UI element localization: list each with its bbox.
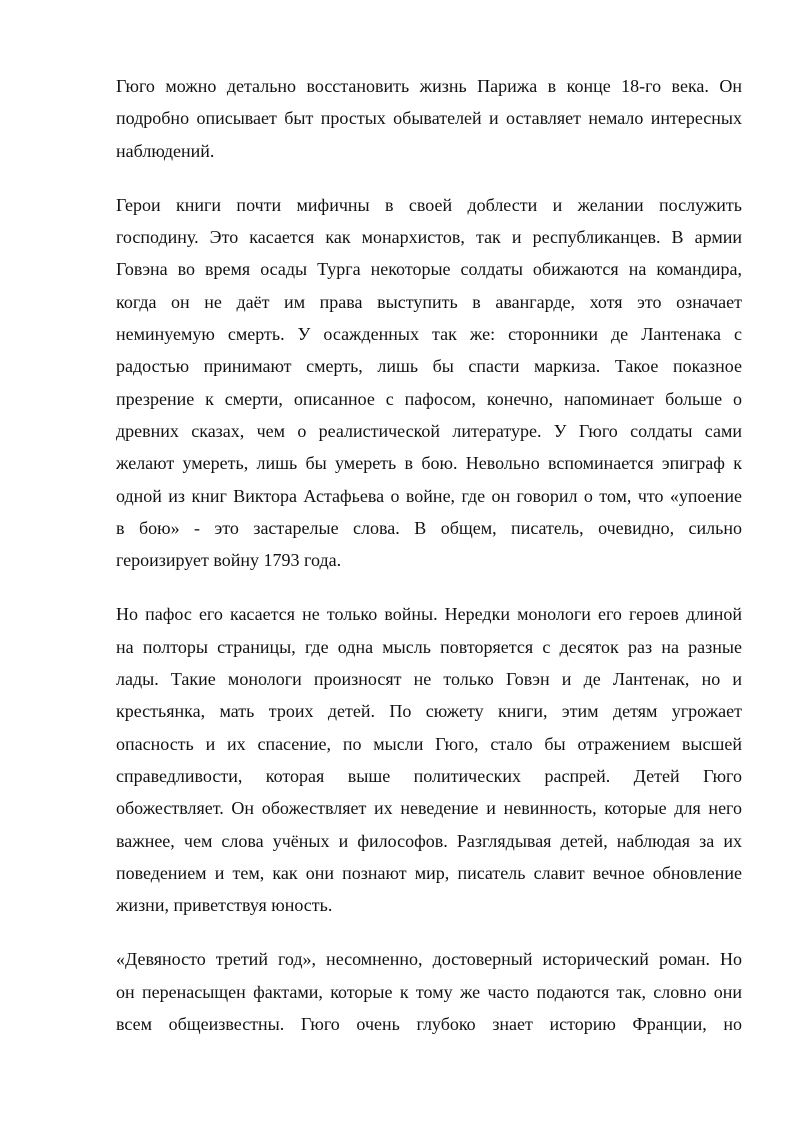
text-line: древних сказах, чем о реалистической литературе. У Гюго солдаты сами [116, 420, 742, 441]
text-line: в бою» - это застарелые слова. В общем, писатель, очевидно, сильно [116, 517, 742, 538]
paragraph-spacer [116, 576, 742, 598]
text-line: жизни, приветствуя юность. [116, 895, 333, 916]
text-line: справедливости, которая выше политических распрей. Детей Гюго [116, 765, 742, 786]
text-line: Но пафос его касается не только войны. Нередки монологи его героев длиной [116, 604, 742, 625]
text-line: Герои книги почти мифичны в своей доблести и желании послужить [116, 194, 742, 215]
text-line: когда он не даёт им права выступить в авангарде, хотя это означает [116, 291, 742, 312]
paragraph-4 [116, 943, 742, 1040]
paragraph-spacer [116, 921, 742, 943]
text-line: Гюго можно детально восстановить жизнь Парижа в конце 18-го века. Он [116, 76, 742, 96]
text-line: на полторы страницы, где одна мысль повторяется с десяток раз на разные [116, 636, 742, 657]
text-line: поведением и тем, как они познают мир, писатель славит вечное обновление [116, 862, 742, 883]
text-line: он перенасыщен фактами, которые к тому же часто подаются так, словно они [116, 981, 742, 1002]
paragraph-2 [116, 189, 742, 577]
text-line: наблюдений. [116, 140, 215, 161]
text-line: радостью принимают смерть, лишь бы спасти маркиза. Такое показное [116, 356, 742, 377]
text-line: «Девяносто третий год», несомненно, достоверный исторический роман. Но [116, 949, 742, 970]
text-line: опасность и их спасение, по мысли Гюго, стало бы отражением высшей [116, 733, 742, 754]
document-page [116, 70, 742, 1040]
paragraph-1 [116, 70, 742, 167]
text-line: господину. Это касается как монархистов, так и республиканцев. В армии [116, 227, 742, 248]
text-line: лады. Такие монологи произносят не только Говэн и де Лантенак, но и [116, 669, 742, 690]
paragraph-3 [116, 598, 742, 921]
text-line: крестьянка, мать троих детей. По сюжету книги, этим детям угрожает [116, 701, 742, 722]
text-line: всем общеизвестны. Гюго очень глубоко знает историю Франции, но [116, 1014, 742, 1035]
text-line: Говэна во время осады Турга некоторые солдаты обижаются на командира, [116, 259, 742, 280]
text-line: героизирует войну 1793 года. [116, 550, 342, 571]
text-line: презрение к смерти, описанное с пафосом, конечно, напоминает больше о [116, 388, 742, 409]
text-line: желают умереть, лишь бы умереть в бою. Невольно вспоминается эпиграф к [116, 453, 742, 474]
text-line: неминуемую смерть. У осажденных так же: сторонники де Лантенака с [116, 324, 742, 345]
text-line: подробно описывает быт простых обывателей и оставляет немало интересных [116, 108, 742, 129]
text-line: одной из книг Виктора Астафьева о войне, где он говорил о том, что «упоение [116, 485, 742, 506]
paragraph-spacer [116, 167, 742, 189]
text-line: обожествляет. Он обожествляет их неведение и невинность, которые для него [116, 798, 742, 819]
text-line: важнее, чем слова учёных и философов. Разглядывая детей, наблюдая за их [116, 830, 742, 851]
